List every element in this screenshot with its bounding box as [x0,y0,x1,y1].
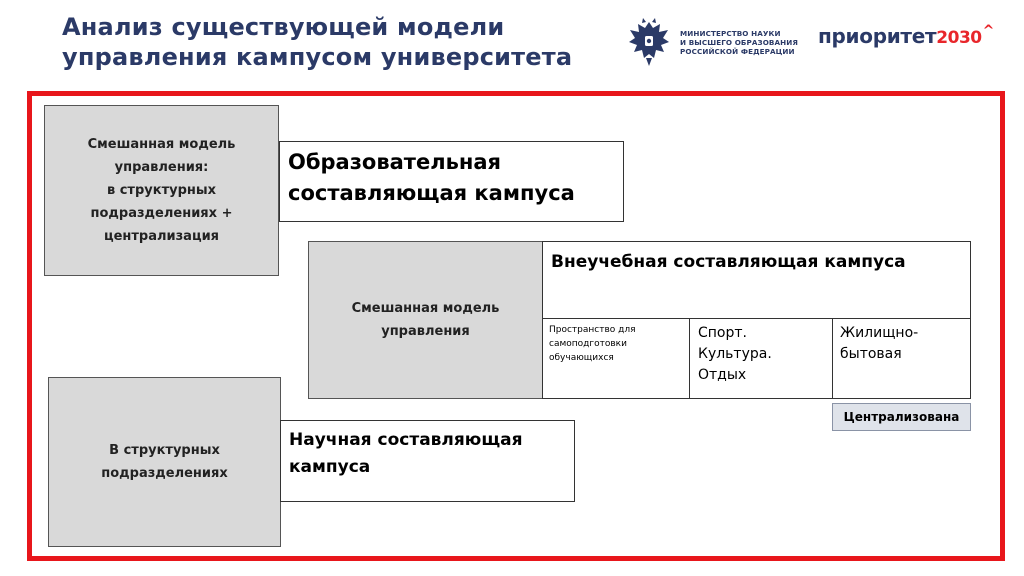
priority-logo-word: приоритет [818,24,937,48]
educational-model-line-2: управления: [114,160,209,175]
educational-title-line-2: составляющая кампуса [288,181,575,205]
science-title-line-2: кампуса [289,457,371,477]
science-model-line-1: В структурных [109,443,220,458]
priority-logo-caret: ^ [982,23,995,39]
educational-title-line-1: Образовательная [288,150,502,174]
priority-2030-logo [818,24,994,54]
page-title-line-1: Анализ существующей модели [62,13,505,41]
ministry-logo [626,14,798,70]
educational-model-line-3: в структурных [106,183,217,198]
extracurricular-model-box [308,241,543,399]
page-title [62,12,622,72]
extracurricular-model-text [352,297,500,343]
ministry-name [680,29,798,56]
housing-text [840,323,963,365]
ministry-name-line-1: МИНИСТЕРСТВО НАУКИ [680,28,781,38]
educational-component-title [288,147,615,209]
educational-model-line-1: Смешанная модель [87,137,236,152]
science-model-line-2: подразделениях [101,466,228,481]
housing-line-1: Жилищно- [840,325,919,341]
sport-culture-leisure-text [698,323,824,386]
self-study-space-text [549,323,683,365]
page-title-line-2: управления кампусом университета [62,43,573,71]
sport-line-2: Культура. [698,346,772,362]
centralized-badge-label: Централизована [843,410,960,424]
centralized-badge [832,403,971,431]
sport-line-1: Спорт. [698,325,747,341]
science-model-text [101,439,228,485]
science-component-box [280,420,575,502]
educational-model-line-4: подразделениях + [90,206,233,221]
housing-box [832,318,971,399]
science-title-line-1: Научная составляющая [289,430,523,450]
sport-line-3: Отдых [698,367,747,383]
self-study-line-2: самоподготовки [549,339,627,349]
educational-model-text [88,133,236,248]
ministry-name-line-2: И ВЫСШЕГО ОБРАЗОВАНИЯ [680,37,799,47]
extracurricular-component-title: Внеучебная составляющая кампуса [551,252,906,272]
educational-model-box [44,105,279,276]
self-study-line-1: Пространство для [549,325,636,335]
self-study-space-box [542,318,690,399]
science-component-title [289,427,566,481]
double-headed-eagle-emblem-icon [626,16,672,68]
self-study-line-3: обучающихся [549,353,614,363]
sport-culture-leisure-box [689,318,833,399]
science-model-box [48,377,281,547]
extracurricular-component-box [542,241,971,319]
housing-line-2: бытовая [840,346,902,362]
extracurricular-model-line-1: Смешанная модель [351,301,500,316]
priority-logo-year: 2030 [936,28,982,48]
extracurricular-model-line-2: управления [381,324,470,339]
educational-component-box [279,141,624,222]
ministry-name-line-3: РОССИЙСКОЙ ФЕДЕРАЦИИ [680,46,795,56]
educational-model-line-5: централизация [103,229,220,244]
